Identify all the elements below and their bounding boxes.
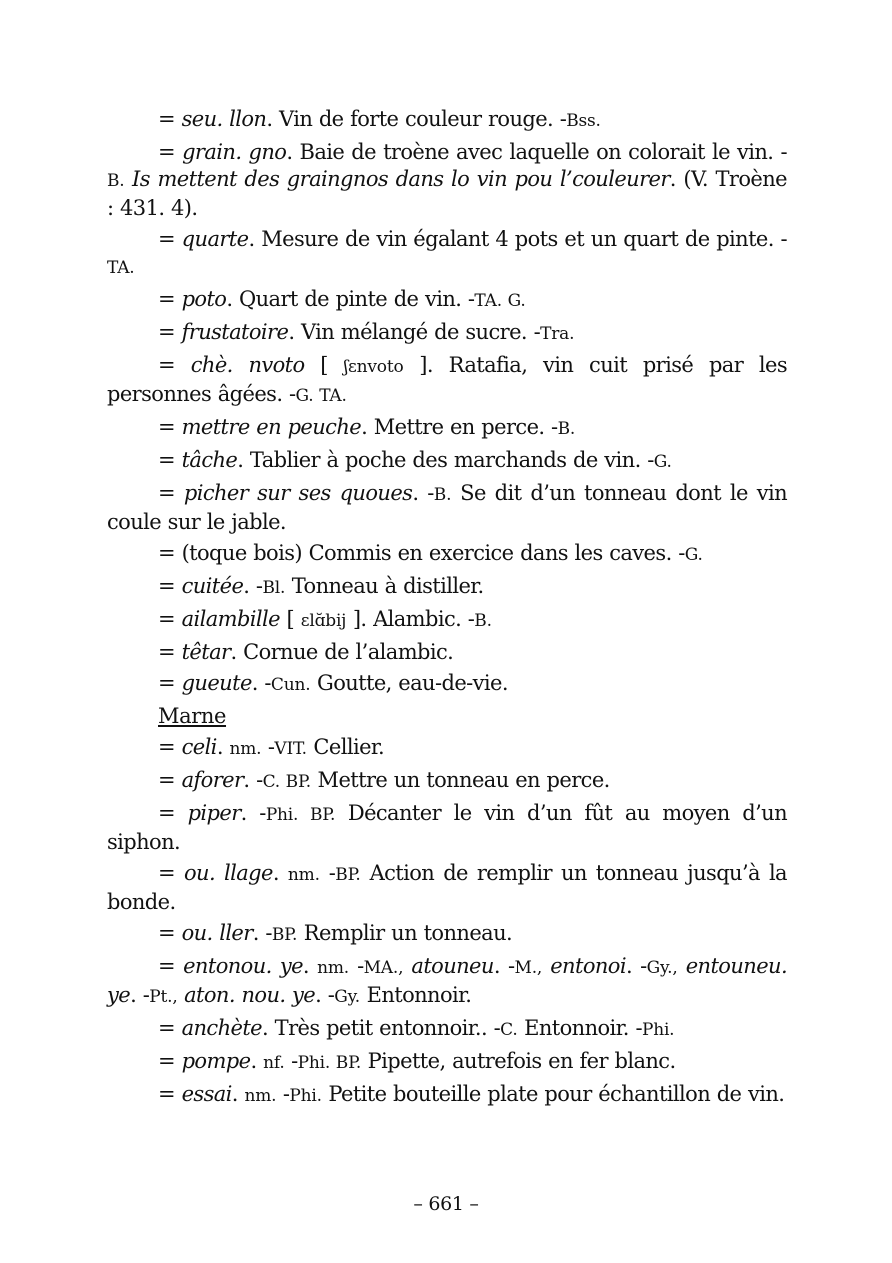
dictionary-entry — [107, 1015, 787, 1044]
entry-text: = — [158, 861, 184, 885]
dictionary-entry — [107, 226, 787, 282]
dictionary-entry — [107, 670, 787, 699]
entry-text: . — [216, 735, 230, 759]
source-abbreviation: Phi. — [641, 1020, 675, 1040]
headword: aton. nou. ye — [184, 983, 316, 1007]
entry-text: = — [158, 227, 182, 251]
headword: piper — [187, 801, 241, 825]
entry-text: - — [276, 1082, 290, 1106]
entry-text: = — [158, 1049, 182, 1073]
dictionary-entry — [107, 540, 787, 569]
headword: poto — [181, 287, 227, 311]
source-abbreviation: nf. — [263, 1053, 285, 1073]
headword: entonou. ye — [183, 954, 303, 978]
entry-text: . Vin mélangé de sucre. - — [288, 320, 541, 344]
headword: ailambille — [181, 607, 280, 631]
headword: ou. llage — [183, 861, 273, 885]
dictionary-entry — [107, 414, 787, 443]
entry-text: = — [158, 107, 182, 131]
entry-text: . — [231, 1082, 245, 1106]
source-abbreviation: B. — [433, 485, 452, 505]
entry-text: . — [302, 954, 318, 978]
source-abbreviation: Phi. BP. — [265, 805, 336, 825]
entry-text: = — [158, 481, 184, 505]
entry-text: . - — [130, 983, 150, 1007]
headword: essai — [181, 1082, 232, 1106]
headword: entouneu. ye — [107, 954, 788, 1007]
dictionary-entry — [107, 953, 787, 1011]
source-abbreviation: BP. — [271, 925, 298, 945]
headword: Is mettent des graingnos dans lo vin pou l’couleurer — [132, 167, 670, 191]
source-abbreviation: nm. — [229, 739, 262, 759]
headword: picher sur ses quoues — [183, 481, 413, 505]
source-abbreviation: TA. G. — [474, 291, 526, 311]
source-abbreviation: Pt., — [149, 987, 178, 1007]
headword: entonoi — [550, 954, 626, 978]
dictionary-entry — [107, 573, 787, 602]
source-abbreviation: nm. — [317, 958, 349, 978]
source-abbreviation: B. — [557, 419, 576, 439]
entry-text: [ — [279, 607, 301, 631]
entry-text: Entonnoir. — [360, 983, 472, 1007]
dictionary-entry — [107, 1081, 787, 1110]
dictionary-entry — [107, 920, 787, 949]
entry-text: Entonnoir. - — [517, 1016, 642, 1040]
headword: gueute — [181, 671, 252, 695]
source-abbreviation: Gy., — [646, 958, 678, 978]
dictionary-entry — [107, 639, 787, 666]
dictionary-entry — [107, 767, 787, 796]
entry-text: [ — [304, 353, 344, 377]
headword: tâche — [181, 448, 238, 472]
source-abbreviation: Bss. — [566, 111, 601, 131]
entry-text: = — [158, 287, 182, 311]
entry-text: = — [158, 320, 182, 344]
entry-text: . Cornue de l’alambic. — [230, 640, 454, 664]
source-abbreviation: VIT. — [274, 739, 307, 759]
entry-text: = (toque bois) Commis en exercice dans les caves. - — [158, 541, 685, 565]
headword: aforer — [181, 768, 244, 792]
source-abbreviation: Gy. — [334, 987, 361, 1007]
entry-text: . Vin de forte couleur rouge. - — [266, 107, 567, 131]
dictionary-entry — [107, 106, 787, 135]
headword: cuitée — [181, 574, 244, 598]
dictionary-entry — [107, 480, 787, 536]
dictionary-entry — [107, 860, 787, 916]
source-abbreviation: C. BP. — [262, 772, 311, 792]
entry-text: ]. Alambic. - — [346, 607, 475, 631]
headword: chè. nvoto — [190, 353, 305, 377]
entry-text: = — [158, 640, 182, 664]
entry-text: = — [158, 574, 182, 598]
entry-text: . Quart de pinte de vin. - — [226, 287, 475, 311]
entry-text: . - — [315, 983, 335, 1007]
entry-text: . Mesure de vin égalant 4 pots et un quart de pinte. - — [248, 227, 787, 251]
source-abbreviation: Phi. BP. — [297, 1053, 362, 1073]
entry-text: Décanter le vin d’un fût au moyen d’un siphon. — [107, 801, 787, 854]
source-abbreviation: nm. — [287, 865, 320, 885]
entry-text: - — [319, 861, 336, 885]
entry-text: . - — [412, 481, 434, 505]
entry-text: . - — [243, 768, 263, 792]
headword: anchète — [181, 1016, 263, 1040]
entry-text: = — [158, 415, 182, 439]
entry-text — [125, 167, 133, 191]
entry-text: = — [158, 671, 182, 695]
entry-text: . - — [240, 801, 266, 825]
dictionary-entry — [107, 352, 787, 410]
source-abbreviation: Cun. — [270, 675, 311, 695]
entry-text: = — [158, 448, 182, 472]
entry-text: Mettre un tonneau en perce. — [310, 768, 610, 792]
entry-text: = — [158, 353, 191, 377]
source-abbreviation: C. — [500, 1020, 518, 1040]
entry-text: = — [158, 768, 182, 792]
entry-text: Se dit d’un tonneau dont le vin coule sur le jable. — [107, 481, 787, 534]
entry-text: . - — [251, 671, 271, 695]
source-abbreviation: ʃɛnvoto — [343, 357, 404, 377]
headword: grain. gno — [182, 140, 287, 164]
entry-text: - — [348, 954, 364, 978]
section-heading: Marne — [158, 704, 227, 728]
entry-text: . — [272, 861, 288, 885]
source-abbreviation: Bl. — [262, 578, 286, 598]
entry-text: . - — [243, 574, 263, 598]
entry-text: = — [158, 1082, 182, 1106]
entry-text: ]. Ratafia, vin cuit prisé par les personnes âgées. - — [107, 353, 787, 406]
dictionary-entry — [107, 286, 787, 315]
entry-text: Tonneau à distiller. — [285, 574, 484, 598]
page-body — [107, 106, 787, 1114]
entry-text: = — [158, 607, 182, 631]
page-number: – 661 – — [413, 1193, 479, 1215]
entry-text: . (V. Troène : 431. 4). — [107, 167, 787, 220]
entry-text: - — [261, 735, 275, 759]
entry-text: - — [284, 1049, 298, 1073]
headword: quarte — [181, 227, 249, 251]
entry-text: . Mettre en perce. - — [361, 415, 558, 439]
headword: mettre en peuche — [181, 415, 362, 439]
dictionary-entry — [107, 1048, 787, 1077]
entry-text — [678, 954, 686, 978]
entry-text: . — [250, 1049, 264, 1073]
entry-text: . - — [493, 954, 515, 978]
dictionary-entry — [107, 606, 787, 635]
entry-text: = — [158, 735, 182, 759]
source-abbreviation: nm. — [244, 1086, 277, 1106]
entry-text: . Baie de troène avec laquelle on colorait le vin. - — [286, 140, 787, 164]
headword: ou. ller — [181, 921, 253, 945]
dictionary-entry — [107, 447, 787, 476]
entry-text: = — [158, 954, 184, 978]
entry-text: . - — [625, 954, 647, 978]
entry-text: = — [158, 140, 183, 164]
dictionary-entry — [107, 734, 787, 763]
headword: seu. llon — [181, 107, 267, 131]
entry-text: Remplir un tonneau. — [297, 921, 513, 945]
entry-text: = — [158, 921, 182, 945]
entry-text: = — [158, 801, 188, 825]
entry-text: Goutte, eau-de-vie. — [310, 671, 508, 695]
headword: celi — [181, 735, 217, 759]
entry-text: Action de remplir un tonneau jusqu’à la bonde. — [107, 861, 787, 914]
source-abbreviation: TA. — [107, 258, 135, 278]
entry-text: = — [158, 1016, 182, 1040]
source-abbreviation: G. — [684, 545, 703, 565]
source-abbreviation: MA., — [363, 958, 404, 978]
dictionary-entry — [107, 800, 787, 856]
entry-text: Pipette, autrefois en fer blanc. — [361, 1049, 676, 1073]
headword: atouneu — [411, 954, 494, 978]
source-abbreviation: Tra. — [540, 324, 575, 344]
headword: frustatoire — [181, 320, 289, 344]
source-abbreviation: BP. — [335, 865, 361, 885]
entry-text: . Tablier à poche des marchands de vin. - — [237, 448, 654, 472]
dictionary-entry — [107, 139, 787, 222]
source-abbreviation: B. — [474, 611, 492, 631]
source-abbreviation: G. — [653, 452, 672, 472]
entry-text: Cellier. — [306, 735, 385, 759]
source-abbreviation: B. — [107, 171, 125, 191]
entry-text: Petite bouteille plate pour échantillon de vin. — [321, 1082, 785, 1106]
headword: têtar — [181, 640, 231, 664]
entry-text: . Très petit entonnoir.. - — [262, 1016, 501, 1040]
source-abbreviation: Phi. — [289, 1086, 322, 1106]
headword: pompe — [181, 1049, 251, 1073]
entry-text: . - — [252, 921, 272, 945]
source-abbreviation: G. TA. — [295, 386, 347, 406]
source-abbreviation: M., — [514, 958, 543, 978]
source-abbreviation: ɛlɑ̆bij — [300, 611, 347, 631]
dictionary-entry — [107, 319, 787, 348]
